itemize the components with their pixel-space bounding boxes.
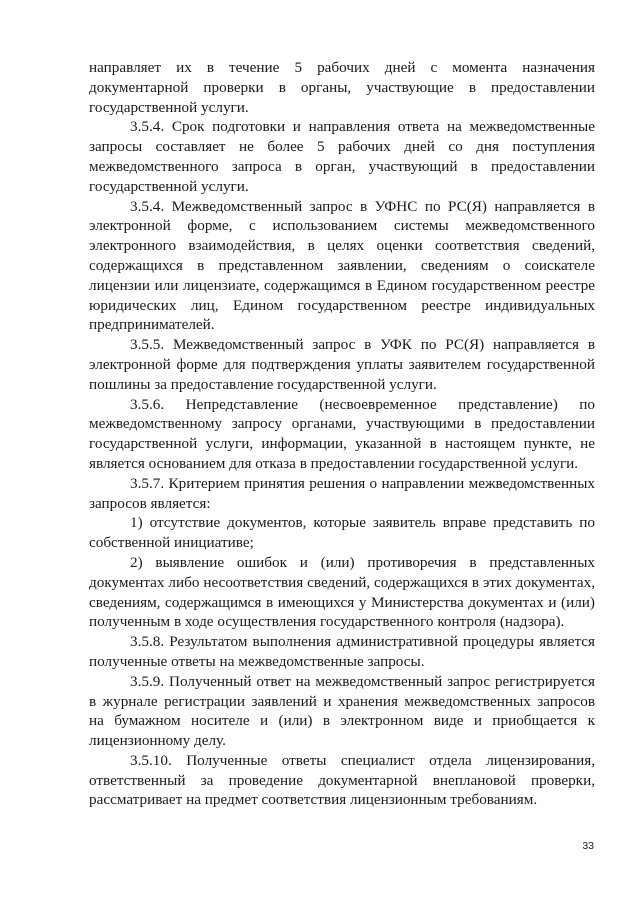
paragraph-continuation: направляет их в течение 5 рабочих дней с момента назначения документарной проверки в органы, участвующие в предоставлении государственной услуги. xyxy=(89,59,595,116)
paragraph-3-5-10: 3.5.10. Полученные ответы специалист отдела лицензирования, ответственный за проведение документарной внеплановой проверки, рассматривает на предмет соответствия лицензионным требованиям. xyxy=(89,751,595,809)
list-item-2: 2) выявление ошибок и (или) противоречия в представленных документах либо несоответствия сведений, содержащихся в этих документах, сведениям, содержащимся в имеющихся у Министерства документах и (или) полученным в ходе осуществления государственного контроля (надзора). xyxy=(89,553,595,631)
paragraph-3-5-7: 3.5.7. Критерием принятия решения о направлении межведомственных запросов является: xyxy=(89,474,595,512)
list-item-1: 1) отсутствие документов, которые заявитель вправе представить по собственной инициативе; xyxy=(89,514,595,552)
paragraph-3-5-4-deadline: 3.5.4. Срок подготовки и направления ответа на межведомственные запросы составляет не более 5 рабочих дней со дня поступления межведомственного запроса в орган, участвующий в предоставлении государственной услуги. xyxy=(89,118,595,195)
paragraph-3-5-5: 3.5.5. Межведомственный запрос в УФК по РС(Я) направляется в электронной форме для подтверждения уплаты заявителем государственной пошлины за предоставление государственной услуги. xyxy=(89,336,595,393)
page-number: 33 xyxy=(582,840,594,852)
paragraph-3-5-9: 3.5.9. Полученный ответ на межведомственный запрос регистрируется в журнале регистрации заявлений и хранения межведомственных запросов на бумажном носителе и (или) в электронном виде и приобщается к лицензионному делу. xyxy=(89,672,595,750)
paragraph-3-5-8: 3.5.8. Результатом выполнения административной процедуры является полученные ответы на межведомственные запросы. xyxy=(89,633,595,670)
paragraph-3-5-6: 3.5.6. Непредставление (несвоевременное представление) по межведомственному запросу органами, участвующими в предоставлении государственной услуги, информации, указанной в настоящем пункте, не является основанием для отказа в предоставлении государственной услуги. xyxy=(89,395,595,472)
paragraph-3-5-4-ufns-request: 3.5.4. Межведомственный запрос в УФНС по РС(Я) направляется в электронной форме, с использованием системы межведомственного электронного взаимодействия, в целях оценки соответствия сведений, содержащихся в представленном заявлении, сведениям о соискателе лицензии или лицензиате, содержащимся в Едином государственном реестре юридических лиц, Едином государственном реестре индивидуальных предпринимателей. xyxy=(89,197,595,334)
document-body xyxy=(89,58,595,810)
